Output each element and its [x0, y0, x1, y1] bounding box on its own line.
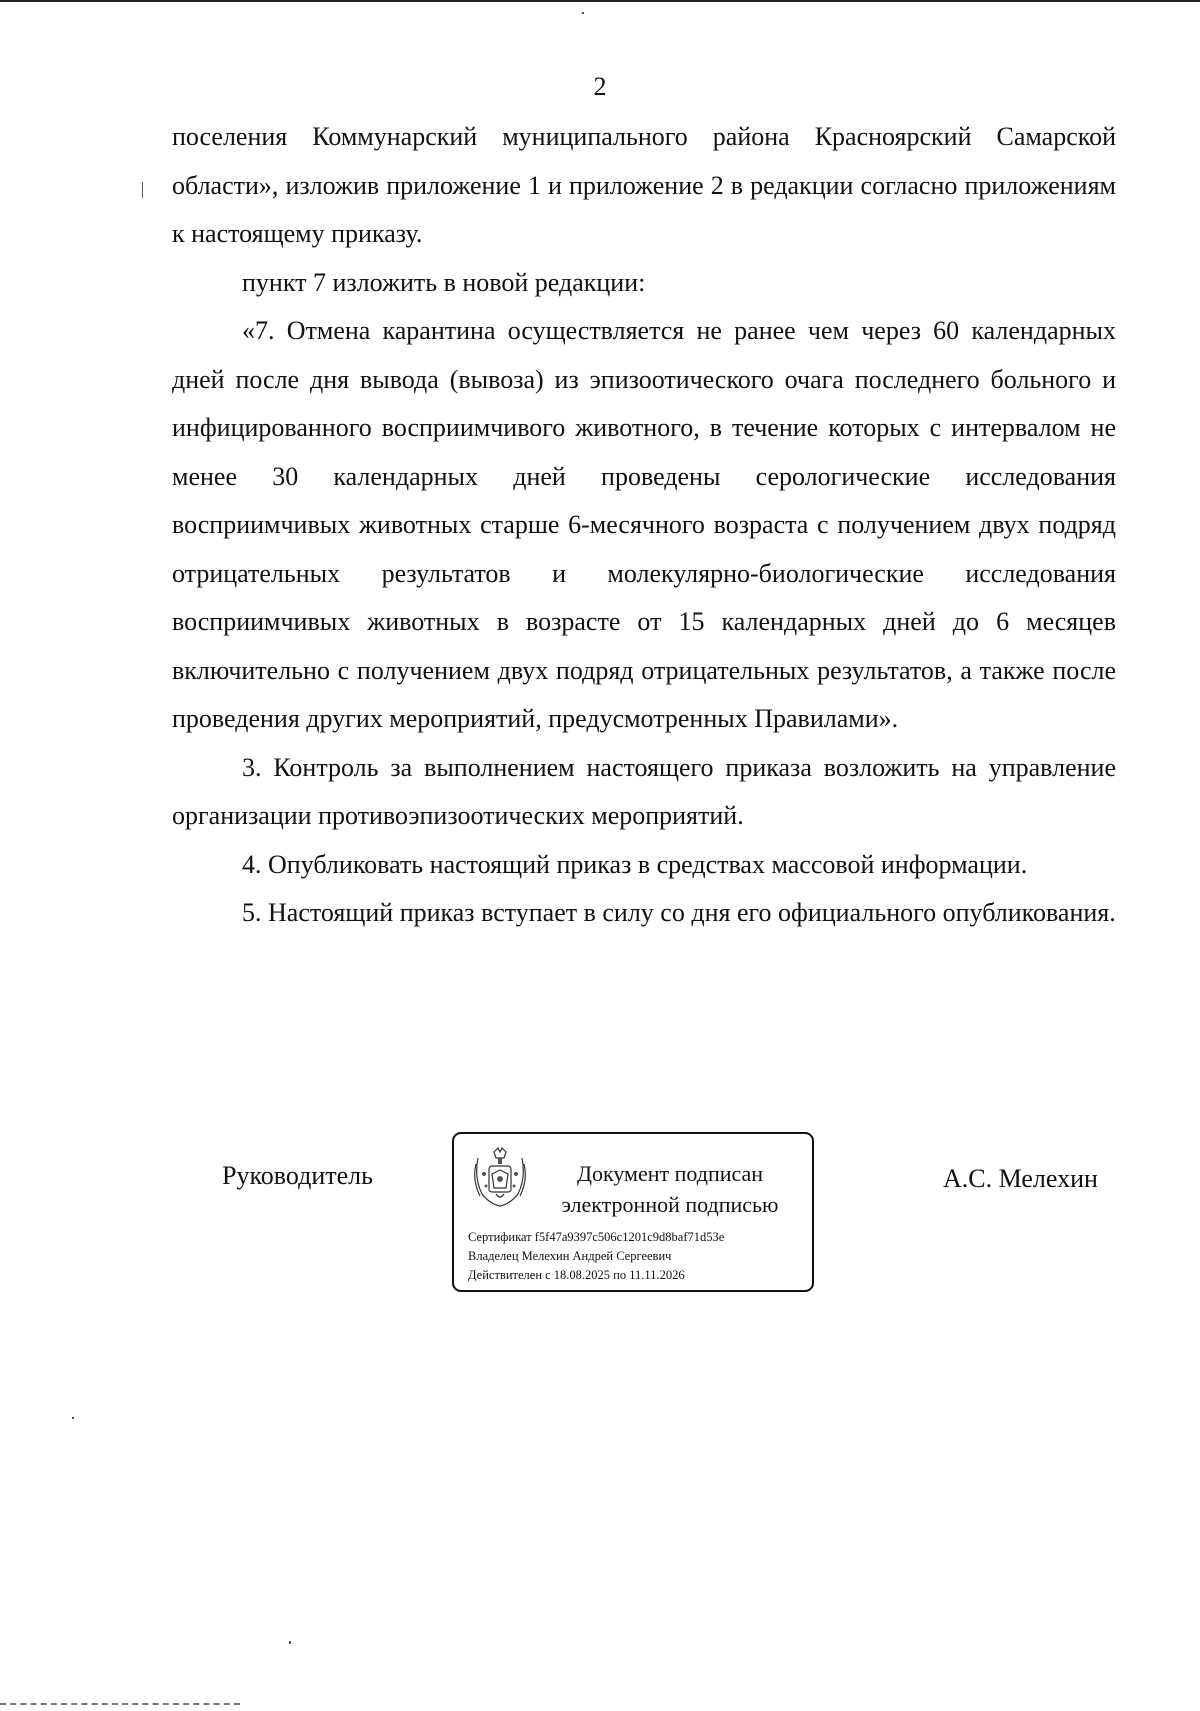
paragraph-item-7-text: «7. Отмена карантина осуществляется не ранее чем через 60 календарных дней после дня вывода (вывоза) из эпизоотического очага последнего больного и инфицированного восприимчивого животного, в течение которых с интервалом не менее 30 календарных дней проведены серологические исследования восприимчивых животных старше 6-месячного возраста с получением двух подряд отрицательных результатов и молекулярно-биологические исследования восприимчивых животных в возрасте от 15 календарных дней до 6 месяцев включительно с получением двух подряд отрицательных результатов, а также после проведения других мероприятий, предусмотренных Правилами».: [172, 316, 1116, 733]
signer-position: Руководитель: [222, 1161, 373, 1190]
scan-speck: [582, 12, 584, 14]
paragraph-continuation: поселения Коммунарский муниципального района Красноярский Самарской области», изложив приложение 1 и приложение 2 в редакции согласно приложениям к настоящему приказу.: [172, 122, 1116, 248]
certificate-details: [468, 1228, 724, 1285]
certificate-validity: Действителен с 18.08.2025 по 11.11.2026: [468, 1268, 685, 1282]
paragraph-item-3: 3. Контроль за выполнением настоящего приказа возложить на управление организации противоэпизоотических мероприятий.: [172, 752, 1116, 830]
scan-speck: [142, 182, 143, 198]
signature-stamp-title-line1: Документ подписан: [576, 1161, 764, 1186]
paragraph-item-5: 5. Настоящий приказ вступает в силу со дня его официального опубликования.: [242, 898, 1116, 927]
scan-speck: [72, 1417, 74, 1419]
page-number: 2: [593, 72, 607, 101]
signature-stamp-title-line2: электронной подписью: [561, 1192, 779, 1217]
scan-bottom-edge: [0, 1703, 240, 1707]
signer-name: А.С. Мелехин: [943, 1164, 1098, 1193]
certificate-number: Сертификат f5f47a9397c506c1201c9d8baf71d53e: [468, 1230, 725, 1244]
scan-speck: [289, 1641, 291, 1644]
paragraph-item-7-intro: пункт 7 изложить в новой редакции:: [242, 267, 646, 297]
certificate-owner: Владелец Мелехин Андрей Сергеевич: [468, 1249, 672, 1263]
scan-top-edge: [0, 0, 1200, 2]
signature-stamp-title: [540, 1158, 800, 1220]
paragraph-item-4: 4. Опубликовать настоящий приказ в средствах массовой информации.: [242, 849, 1028, 879]
coat-of-arms-icon: [472, 1144, 528, 1208]
electronic-signature-stamp: [452, 1132, 814, 1292]
document-body: [172, 113, 1116, 938]
